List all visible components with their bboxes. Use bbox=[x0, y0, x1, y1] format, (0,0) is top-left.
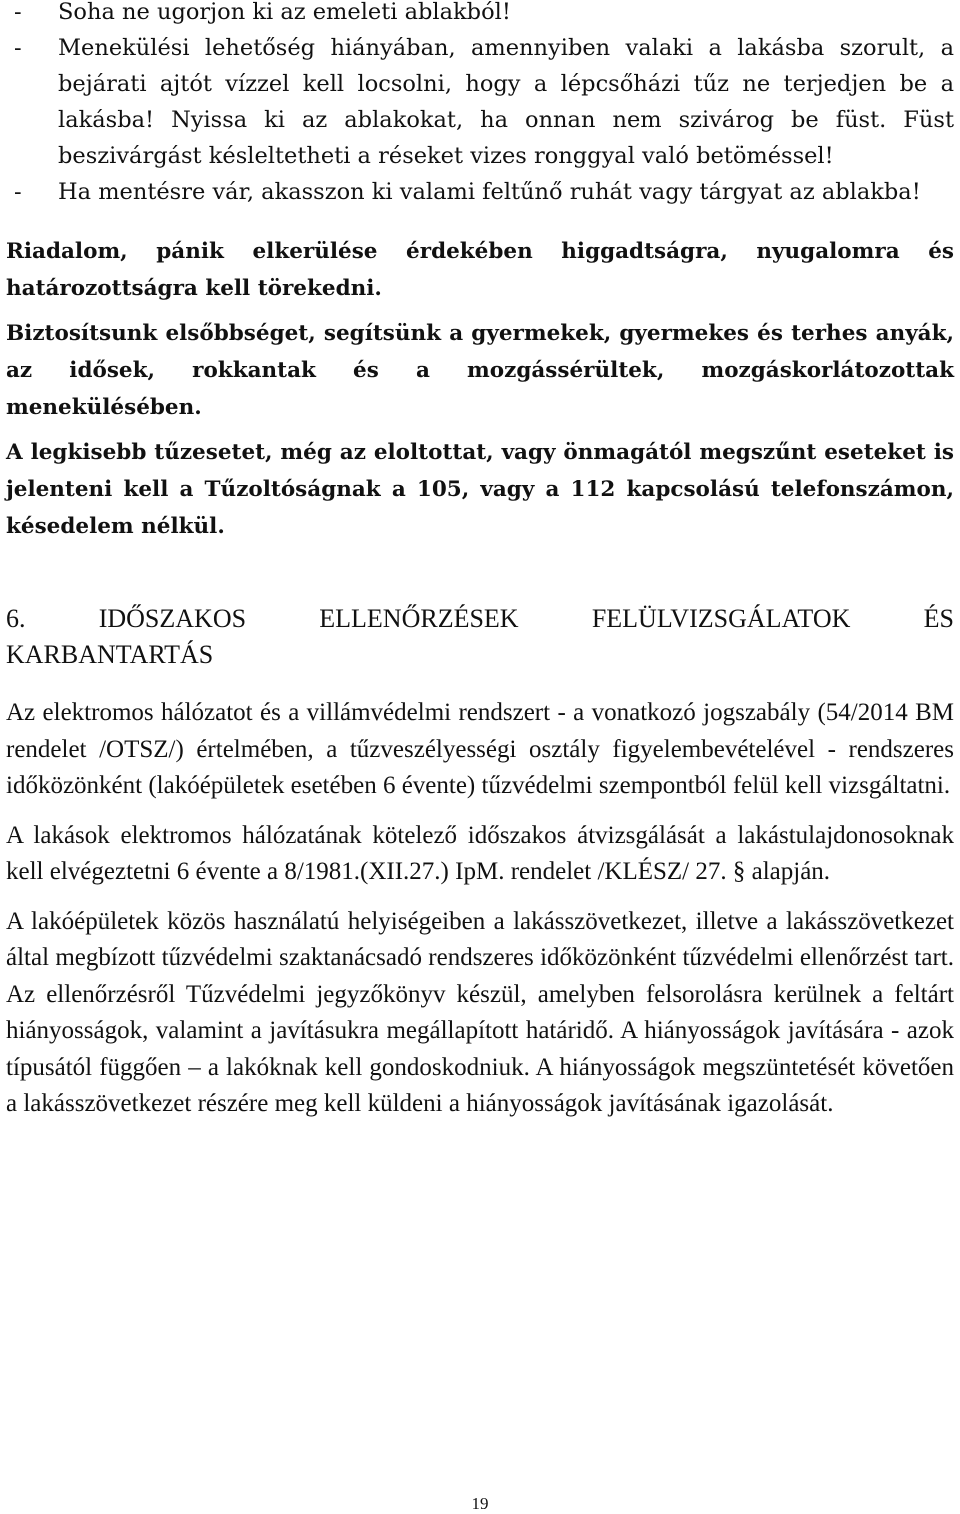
section-heading bbox=[6, 601, 954, 673]
section-title-word: IDŐSZAKOS bbox=[98, 604, 247, 633]
document-page bbox=[6, 0, 954, 1123]
list-item bbox=[6, 174, 954, 210]
section-heading-line-2: KARBANTARTÁS bbox=[6, 640, 214, 669]
section-title-word: FELÜLVIZSGÁLATOK bbox=[591, 604, 851, 633]
list-item bbox=[6, 30, 954, 174]
fire-reporting-paragraph: A legkisebb tűzesetet, még az eloltottat, vagy önmagától megszűnt eseteket is jelenteni kell a Tűzoltóságnak a 105, vagy a 112 kapcsolású telefonszámon, késedelem nélkül. bbox=[6, 440, 954, 539]
section-paragraph: A lakóépületek közös használatú helyiségeiben a lakásszövetkezet, illetve a lakásszövetkezet által megbízott tűzvédelmi szaktanácsadó rendszeres időközönként tűzvédelmi ellenőrzést tart. Az ellenőrzésről Tűzvédelmi jegyzőkönyv készül, amelyben felsorolásra kerülnek a feltárt hiányosságok, valamint a javításukra megállapított határidő. A hiányosságok javítására - azok típusától függően – a lakóknak kell gondoskodniuk. A hiányosságok megszüntetését követően a lakásszövetkezet részére meg kell küldeni a hiányosságok javításának igazolását. bbox=[6, 907, 954, 1117]
section-paragraph: Az elektromos hálózatot és a villámvédelmi rendszert - a vonatkozó jogszabály (54/2014 BM rendelet /OTSZ/) értelmében, a tűzveszélyességi osztály figyelembevételével - rendszeres időközönként (lakóépületek esetében 6 évente) tűzvédelmi szempontból felül kell vizsgáltatni. bbox=[6, 699, 954, 799]
bullet-dash: - bbox=[14, 0, 22, 25]
section-paragraph: A lakások elektromos hálózatának kötelező időszakos átvizsgálását a lakástulajdonosoknak kell elvégeztetni 6 évente a 8/1981.(XII.27.) IpM. rendelet /KLÉSZ/ 27. § alapján. bbox=[6, 821, 954, 885]
panic-avoidance-paragraph: Riadalom, pánik elkerülése érdekében higgadtságra, nyugalomra és határozottságra kell törekedni. bbox=[6, 239, 954, 301]
priority-evacuation-paragraph: Biztosítsunk elsőbbséget, segítsünk a gyermekek, gyermekes és terhes anyák, az idősek, rokkantak és a mozgássérültek, mozgáskorlátozottak menekülésében. bbox=[6, 321, 954, 420]
list-item bbox=[6, 0, 954, 30]
bullet-dash: - bbox=[14, 35, 22, 61]
section-title-word: ELLENŐRZÉSEK bbox=[319, 604, 519, 633]
list-item-text: Soha ne ugorjon ki az emeleti ablakból! bbox=[58, 0, 511, 25]
section-title-word: ÉS bbox=[923, 604, 954, 633]
instruction-list bbox=[6, 0, 954, 210]
bullet-dash: - bbox=[14, 179, 22, 205]
section-number: 6. bbox=[6, 604, 26, 633]
list-item-text: Ha mentésre vár, akasszon ki valami feltűnő ruhát vagy tárgyat az ablakba! bbox=[58, 179, 921, 205]
page-number: 19 bbox=[471, 1494, 489, 1513]
section-heading-line-1 bbox=[6, 601, 954, 637]
list-item-text: Menekülési lehetőség hiányában, amennyiben valaki a lakásba szorult, a bejárati ajtót vízzel kell locsolni, hogy a lépcsőházi tűz ne terjedjen be a lakásba! Nyissa ki az ablakokat, ha onnan nem szivárog be füst. Füst beszivárgást késleltetheti a réseket vizes ronggyal való betöméssel! bbox=[58, 35, 954, 169]
